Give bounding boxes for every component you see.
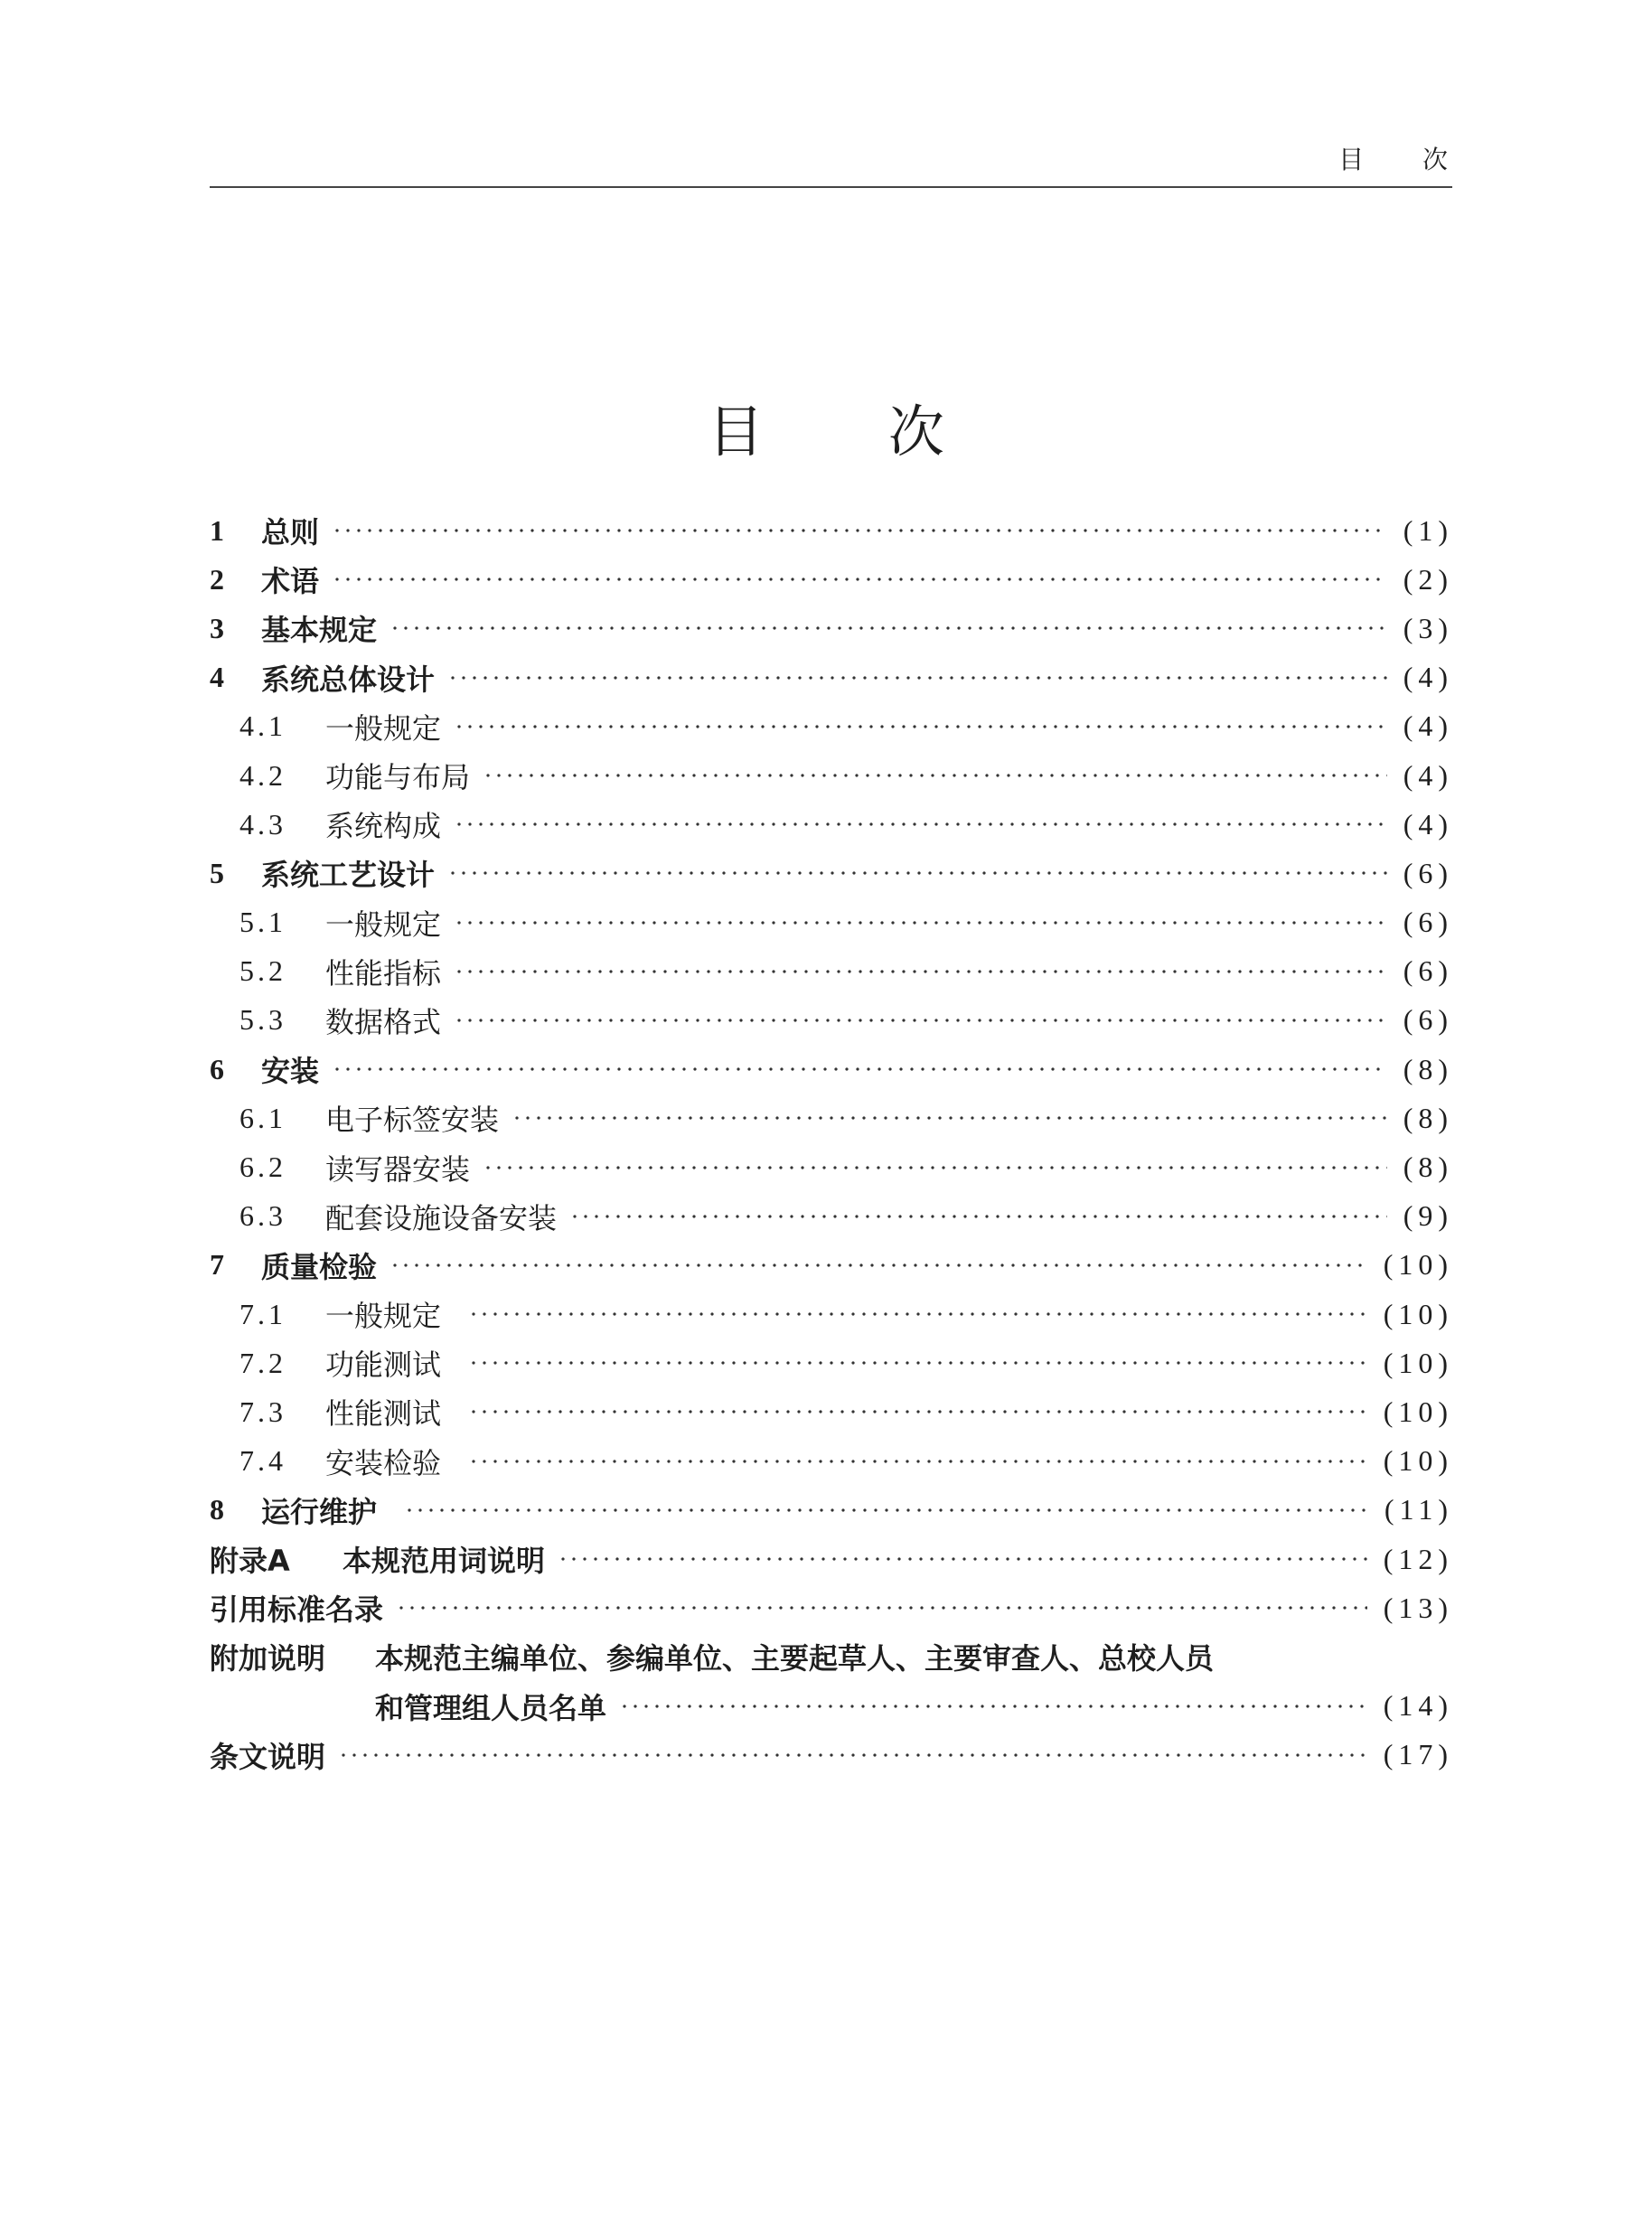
dot-leader — [447, 870, 1387, 876]
toc-entry-page: (6) — [1403, 954, 1453, 988]
dot-leader — [396, 1605, 1367, 1611]
toc-entry-number: 4.1 — [239, 709, 286, 743]
dot-leader — [483, 1165, 1387, 1170]
dot-leader — [483, 773, 1387, 778]
toc-entry — [210, 996, 1453, 1045]
toc-entry-page: (4) — [1403, 661, 1453, 694]
toc-entry — [210, 702, 1453, 751]
toc-entry-number: 2 — [210, 562, 224, 596]
toc-entry-number: 7.3 — [239, 1395, 286, 1428]
toc-entry — [210, 1290, 1453, 1338]
dot-leader — [404, 1507, 1368, 1513]
dot-leader — [512, 1115, 1387, 1121]
toc-entry-page: (14) — [1383, 1689, 1453, 1723]
dot-leader — [332, 577, 1387, 582]
toc-entry — [210, 653, 1453, 702]
toc-entry-number: 附加说明 — [210, 1641, 326, 1677]
toc-entry-page: (13) — [1383, 1591, 1453, 1624]
toc-entry-page: (4) — [1403, 807, 1453, 841]
toc-entry-title: 性能测试 — [325, 1396, 442, 1432]
toc-entry-number: 6.2 — [239, 1151, 286, 1184]
toc-entry-number: 7.4 — [239, 1444, 286, 1478]
toc-entry — [210, 1486, 1453, 1535]
toc-entry-page: (9) — [1403, 1199, 1453, 1233]
toc-entry-title: 安装 — [261, 1054, 320, 1089]
toc-entry-number: 5.2 — [239, 954, 286, 988]
toc-entry-title: 功能与布局 — [325, 760, 471, 795]
toc-entry-title: 功能测试 — [325, 1348, 442, 1383]
toc-entry-title: 系统工艺设计 — [261, 858, 436, 893]
toc-entry — [210, 1142, 1453, 1191]
toc-entry-number: 4 — [210, 661, 224, 694]
toc-entry-page: (3) — [1403, 611, 1453, 644]
toc-entry-title: 基本规定 — [261, 613, 378, 648]
toc-entry — [210, 1241, 1453, 1290]
dot-leader — [454, 724, 1387, 729]
toc-entry-number: 6.3 — [239, 1199, 286, 1233]
dot-leader — [454, 969, 1387, 974]
toc-entry-continuation-line — [210, 1682, 1453, 1731]
toc-entry — [210, 1731, 1453, 1780]
toc-entry — [210, 1535, 1453, 1583]
toc-entry — [210, 555, 1453, 604]
toc-entry-title: 系统构成 — [325, 809, 442, 844]
toc-entry-number: 附录A — [210, 1544, 290, 1579]
page-title: 目 次 — [708, 399, 944, 465]
dot-leader — [332, 1066, 1387, 1072]
toc-entry-title: 电子标签安装 — [325, 1103, 500, 1138]
toc-entry-page: (6) — [1403, 1003, 1453, 1037]
toc-entry-number: 3 — [210, 611, 224, 644]
toc-entry-page: (11) — [1384, 1493, 1453, 1526]
toc-entry-page: (4) — [1403, 758, 1453, 792]
toc-entry-number: 4.2 — [239, 758, 286, 792]
toc-entry-title: 术语 — [261, 564, 320, 599]
toc-entry — [210, 947, 1453, 996]
running-header: 目 次 — [1338, 145, 1448, 174]
toc-entry-page: (1) — [1403, 513, 1453, 547]
toc-entry-number: 7.2 — [239, 1346, 286, 1379]
toc-entry-first-line — [210, 1632, 1448, 1681]
toc-entry-title: 本规范主编单位、参编单位、主要起草人、主要审查人、总校人员 — [375, 1641, 1215, 1677]
toc-entry-page: (8) — [1403, 1101, 1453, 1134]
toc-entry-page: (4) — [1403, 709, 1453, 743]
toc-entry-page: (6) — [1403, 906, 1453, 939]
toc-entry — [210, 751, 1453, 800]
toc-entry — [210, 604, 1453, 653]
toc-entry-title: 总则 — [261, 515, 320, 550]
dot-leader — [619, 1704, 1367, 1709]
toc-entry — [210, 1338, 1453, 1387]
toc-entry-page: (12) — [1383, 1542, 1453, 1575]
toc-entry-page: (10) — [1383, 1444, 1453, 1478]
dot-leader — [558, 1556, 1367, 1562]
dot-leader — [569, 1214, 1387, 1219]
toc-entry — [210, 1583, 1453, 1632]
toc-entry-number: 8 — [210, 1493, 224, 1526]
toc-entry-title: 系统总体设计 — [261, 662, 436, 697]
toc-entry-page: (2) — [1403, 562, 1453, 596]
toc-entry-number: 4.3 — [239, 807, 286, 841]
toc-entry-number: 6 — [210, 1052, 224, 1085]
dot-leader — [468, 1459, 1367, 1464]
toc-entry-page: (10) — [1383, 1395, 1453, 1428]
toc-entry-page: (10) — [1383, 1346, 1453, 1379]
toc-entry-title: 数据格式 — [325, 1004, 442, 1039]
toc-entry-number: 5 — [210, 856, 224, 889]
toc-entry-title: 一般规定 — [325, 710, 442, 746]
dot-leader — [454, 920, 1387, 925]
toc-entry — [210, 849, 1453, 897]
toc-entry-number: 7.1 — [239, 1297, 286, 1330]
toc-entry-title: 性能指标 — [325, 955, 442, 991]
dot-leader — [447, 675, 1387, 681]
dot-leader — [454, 822, 1387, 827]
header-rule — [210, 186, 1452, 188]
toc-entry — [210, 1045, 1453, 1094]
toc-entry-title: 运行维护 — [261, 1494, 378, 1529]
toc-entry-title: 引用标准名录 — [210, 1592, 384, 1628]
toc-entry-number: 7 — [210, 1248, 224, 1282]
toc-entry-page: (10) — [1383, 1297, 1453, 1330]
toc-entry-title: 一般规定 — [325, 906, 442, 942]
dot-leader — [390, 625, 1387, 631]
toc-entry-title-continuation: 和管理组人员名单 — [375, 1690, 607, 1725]
dot-leader — [468, 1409, 1367, 1414]
dot-leader — [468, 1311, 1367, 1317]
toc-entry-number: 5.3 — [239, 1003, 286, 1037]
toc-entry — [210, 506, 1453, 555]
toc-entry-title: 安装检验 — [325, 1445, 442, 1480]
toc-entry-number: 5.1 — [239, 906, 286, 939]
toc-entry — [210, 898, 1453, 947]
toc-entry-page: (8) — [1403, 1052, 1453, 1085]
dot-leader — [454, 1018, 1387, 1023]
toc-entry — [210, 1632, 1453, 1730]
toc-entry-title: 读写器安装 — [325, 1151, 471, 1187]
toc-entry-title: 质量检验 — [261, 1249, 378, 1284]
dot-leader — [390, 1263, 1367, 1268]
dot-leader — [338, 1752, 1367, 1758]
toc-entry-page: (10) — [1383, 1248, 1453, 1282]
toc-entry-title: 本规范用词说明 — [343, 1544, 546, 1579]
toc-entry-title: 一般规定 — [325, 1299, 442, 1334]
toc-entry — [210, 1387, 1453, 1436]
toc-entry-number: 6.1 — [239, 1101, 286, 1134]
toc-entry — [210, 1192, 1453, 1241]
toc-entry-title: 条文说明 — [210, 1739, 326, 1774]
toc-entry — [210, 1437, 1453, 1486]
dot-leader — [468, 1360, 1367, 1366]
toc-entry-page: (6) — [1403, 856, 1453, 889]
toc-entry-page: (8) — [1403, 1151, 1453, 1184]
toc-entry-page: (17) — [1383, 1738, 1453, 1771]
toc-entry — [210, 800, 1453, 849]
dot-leader — [332, 528, 1387, 533]
table-of-contents — [210, 506, 1453, 1780]
toc-entry-number: 1 — [210, 513, 224, 547]
toc-entry-title: 配套设施设备安装 — [325, 1200, 558, 1235]
toc-entry — [210, 1094, 1453, 1142]
